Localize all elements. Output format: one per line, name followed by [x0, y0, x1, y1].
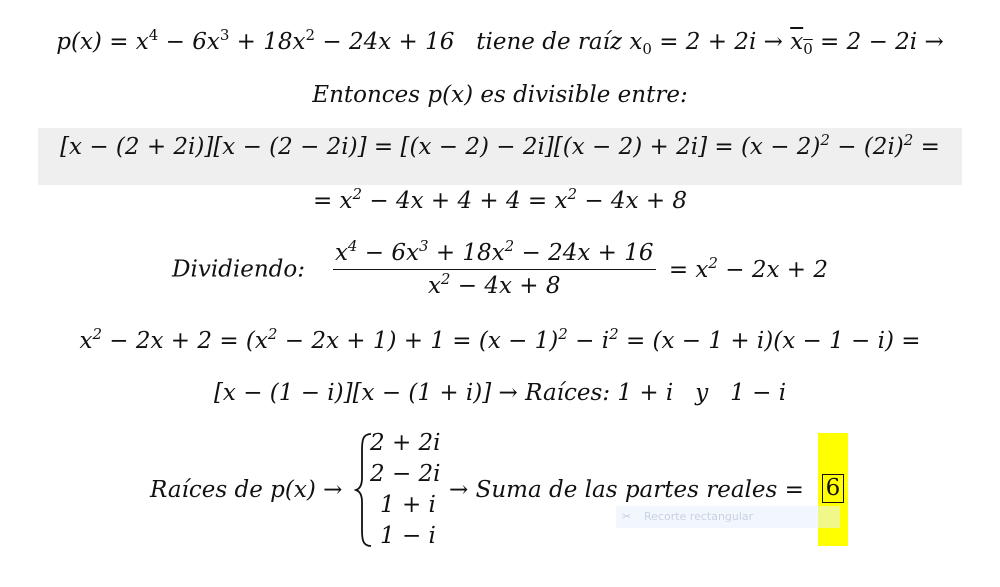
root: 1 + i — [610, 380, 674, 406]
root-statement: tiene de raíz x — [476, 29, 643, 55]
roots-label: Raíces de p(x) → — [150, 477, 343, 503]
exp: 4 — [148, 26, 159, 44]
equation-line-2: Entonces p(x) es divisible entre: — [312, 82, 688, 108]
numerator: $x^4 - 6x^3 + 18x^2 - 24x + 16$ — [333, 240, 656, 270]
term: − 6x — [158, 29, 220, 55]
term: = — [913, 134, 940, 160]
equation-line-5 — [0, 237, 1000, 299]
term: − 4x + 8 — [577, 188, 688, 214]
dividiendo-label: Dividiendo: — [172, 256, 305, 283]
exp: 2 — [567, 185, 578, 203]
answer-box: 6 — [822, 474, 844, 503]
root: 1 − i — [730, 380, 787, 406]
quotient: = $x^2 - 2x + 2$ — [668, 253, 828, 283]
term: [x − (2 + 2i)][x − (2 − 2i)] = [(x − 2) − 2i][(x − 2) + 2i] = (x − 2) — [60, 134, 821, 160]
tooltip-label: Recorte rectangular — [644, 510, 754, 523]
conjunction: y — [695, 380, 709, 406]
raices-label: Raíces: — [525, 380, 611, 406]
fraction — [333, 237, 656, 299]
exp: 2 — [903, 131, 914, 149]
exp: 2 — [352, 185, 363, 203]
root-1: 2 + 2i — [370, 430, 441, 456]
equation-line-1 — [0, 27, 1000, 57]
term: + 18x — [229, 29, 306, 55]
term: = x — [312, 188, 353, 214]
exp: 2 — [305, 26, 316, 44]
exp: 3 — [219, 26, 230, 44]
term: [x − (1 − i)][x − (1 + i)] → — [213, 380, 526, 406]
equation-line-6: $x^2 - 2x + 2 = (x^2 - 2x + 1) + 1 = (x - 1)^2 - i^2 = (x - 1 + i)(x - 1 - i)$ = — [79, 325, 921, 354]
term: − 4x + 4 + 4 = x — [362, 188, 568, 214]
term: = 2 − 2i → — [812, 29, 944, 55]
conjugate: $\overline{x}$ — [790, 29, 804, 55]
subscript: 0 — [642, 40, 652, 58]
suma-label: → Suma de las partes reales = — [449, 477, 804, 503]
snipping-tooltip[interactable] — [616, 506, 840, 528]
term: = 2 + 2i → — [651, 29, 791, 55]
equation-line-7 — [0, 378, 1000, 408]
equation-line-3 — [0, 132, 1000, 162]
poly-lhs: p(x) = x — [56, 29, 149, 55]
subscript: 0 — [803, 40, 813, 58]
root-3: 1 + i — [380, 492, 436, 518]
exp: 2 — [820, 131, 830, 149]
scissors-icon: ✂ — [622, 510, 632, 523]
term: − 24x + 16 — [315, 29, 455, 55]
root-4: 1 − i — [380, 523, 436, 549]
root-2: 2 − 2i — [370, 461, 441, 487]
term: − (2i) — [829, 134, 904, 160]
denominator: $x^2 - 4x + 8$ — [427, 270, 561, 299]
equation-line-4 — [0, 186, 1000, 216]
